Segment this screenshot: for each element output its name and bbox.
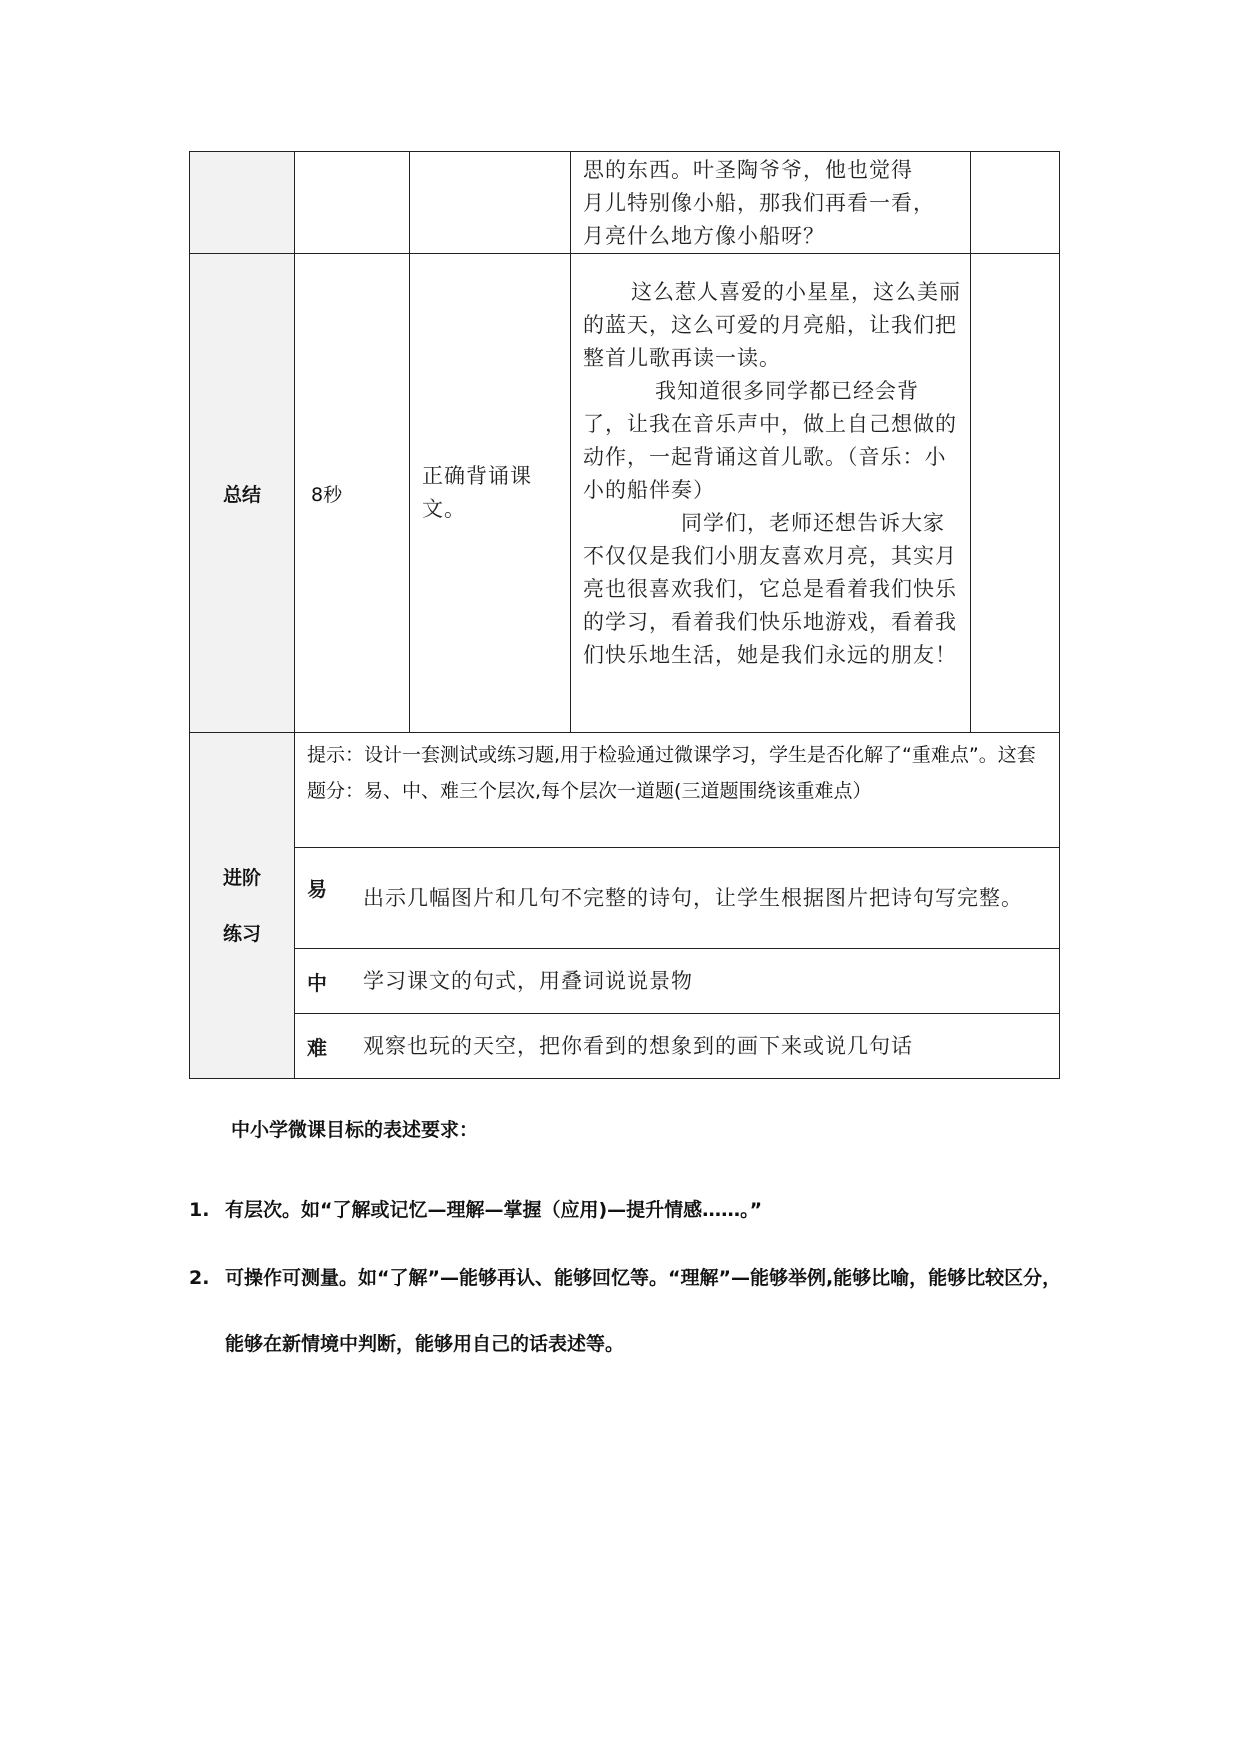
- table-row-practice-hint: [190, 733, 1060, 848]
- table-row-level-hard: [190, 1014, 1060, 1079]
- note-number: 2.: [189, 1267, 210, 1289]
- table-row-continuation: [190, 152, 1060, 254]
- content-line: 月儿特别像小船，那我们再看一看，: [583, 191, 935, 215]
- practice-hint: 提示：设计一套测试或练习题,用于检验通过微课学习，学生是否化解了“重难点”。这套题分：易、中、难三个层次,每个层次一道题(三道题围绕该重难点）: [307, 744, 1036, 802]
- remark-cell-empty: [971, 152, 1060, 254]
- level-tag-hard: 难: [307, 1035, 327, 1060]
- content-line: 思的东西。叶圣陶爷爷，他也觉得: [583, 158, 913, 182]
- practice-label: [190, 733, 295, 1079]
- content-cell-continuation: [571, 152, 971, 254]
- level-tag-medium: 中: [307, 970, 327, 995]
- time-cell-empty: [295, 152, 410, 254]
- level-cell-hard: [295, 1014, 1060, 1079]
- level-tag-easy: 易: [307, 877, 327, 901]
- summary-goal: 正确背诵课文。: [410, 254, 571, 733]
- note-text: 可操作可测量。如“了解”—能够再认、能够回忆等。“理解”—能够举例,能够比喻，能够比较区分，能够在新情境中判断，能够用自己的话表述等。: [225, 1267, 1062, 1355]
- content-line: 月亮什么地方像小船呀？: [583, 224, 825, 248]
- level-cell-easy: [295, 848, 1060, 949]
- summary-paragraph: 这么惹人喜爱的小星星，这么美丽的蓝天，这么可爱的月亮船，让我们把整首儿歌再读一读。: [583, 280, 961, 370]
- practice-hint-cell: [295, 733, 1060, 848]
- table-row-level-medium: [190, 949, 1060, 1014]
- level-cell-medium: [295, 949, 1060, 1014]
- level-text-medium: 学习课文的句式，用叠词说说景物: [363, 969, 693, 993]
- summary-paragraph: 同学们，老师还想告诉大家不仅仅是我们小朋友喜欢月亮，其实月亮也很喜欢我们，它总是看着我们快乐的学习，看着我们快乐地游戏，看着我们快乐地生活，她是我们永远的朋友！: [583, 511, 957, 667]
- level-text-easy: 出示几幅图片和几句不完整的诗句，让学生根据图片把诗句写完整。: [363, 886, 1023, 910]
- goal-cell-empty: [410, 152, 571, 254]
- notes-title: 中小学微课目标的表述要求：: [231, 1119, 479, 1141]
- note-text: 有层次。如“了解或记忆—理解—掌握（应用)—提升情感……。”: [225, 1199, 763, 1221]
- level-text-hard: 观察也玩的天空，把你看到的想象到的画下来或说几句话: [363, 1034, 913, 1058]
- practice-label-line2: 练习: [222, 922, 261, 945]
- note-number: 1.: [189, 1199, 210, 1221]
- remark-cell-empty: [971, 254, 1060, 733]
- table-row-level-easy: [190, 848, 1060, 949]
- content-cell-summary: [571, 254, 971, 733]
- summary-label: 总结: [190, 254, 295, 733]
- summary-time: 8秒: [295, 254, 410, 733]
- practice-label-line1: 进阶: [222, 866, 261, 889]
- summary-paragraph: 我知道很多同学都已经会背了，让我在音乐声中，做上自己想做的动作，一起背诵这首儿歌。（音乐：小小的船伴奏）: [583, 379, 957, 502]
- table-row-summary: [190, 254, 1060, 733]
- lesson-plan-table: [189, 151, 1060, 1079]
- label-cell-empty: [190, 152, 295, 254]
